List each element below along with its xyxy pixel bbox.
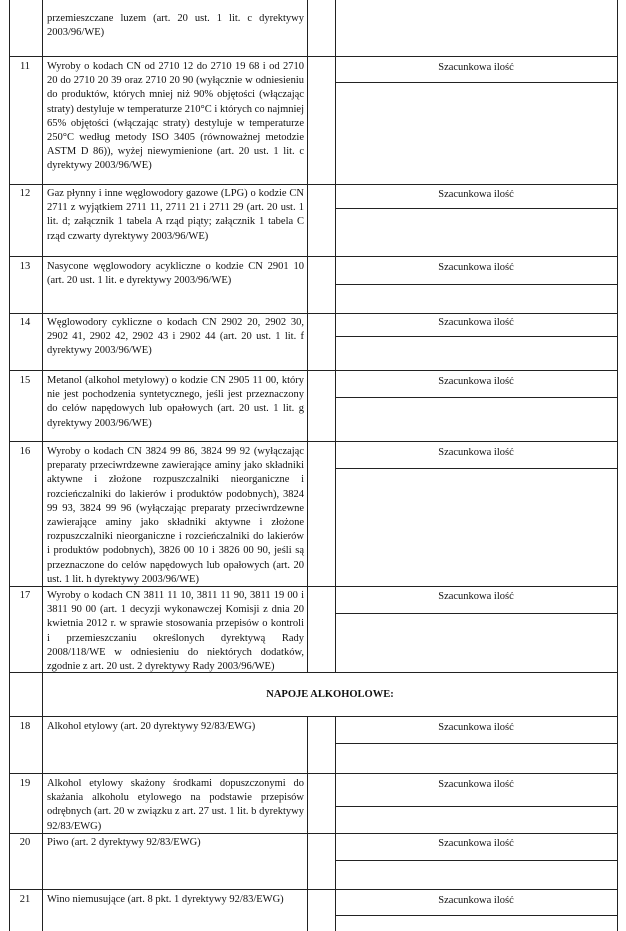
row-number: 14 [19, 317, 31, 328]
estimated-quantity-label: Szacunkowa ilość [438, 591, 514, 602]
qty-cell-divider [335, 336, 618, 337]
qty-cell-divider [335, 284, 618, 285]
qty-cell-divider [335, 397, 618, 398]
row-border [9, 716, 618, 717]
qty-cell-divider [335, 82, 618, 83]
estimated-quantity-label: Szacunkowa ilość [438, 189, 514, 200]
row-number: 15 [19, 375, 31, 386]
table-border-left [9, 0, 10, 931]
row-description: Wyroby o kodach CN od 2710 12 do 2710 19 68 i od 2710 20 do 2710 20 39 oraz 2710 20 90 (wyłącznie w odniesieniu do produktów, których mniej niż 90% objętości (włączając straty) destyluje w temperaturze 210°C i których co najmniej 65% objętości (włączając straty) destyluje w temperaturze 250°C według metody ISO 3405 (równoważnej metodzie ASTM D 86)), wyżej niewymienione (art. 20 ust. 1 lit. c dyrektywy 2003/96/WE) [47, 61, 304, 172]
row-border [9, 313, 618, 314]
qty-cell-divider [335, 613, 618, 614]
section-heading: NAPOJE ALKOHOLOWE: [266, 689, 394, 700]
row-number: 17 [19, 590, 31, 601]
row-description: Alkohol etylowy skażony środkami dopuszczonymi do skażania alkoholu etylowego na podstawie przepisów odrębnych (art. 20 w związku z art. 27 ust. 1 lit. b dyrektywy 92/83/EWG) [47, 778, 304, 832]
row-number: 11 [19, 61, 31, 72]
estimated-quantity-label: Szacunkowa ilość [438, 779, 514, 790]
row-description: Gaz płynny i inne węglowodory gazowe (LPG) o kodzie CN 2711 z wyjątkiem 2711 11, 2711 21 i 2711 29 (art. 20 ust. 1 lit. d; załącznik 1 tabela A rząd piąty; załącznik 1 tabela C rząd czwarty dyrektywy 2003/96/WE) [47, 188, 304, 242]
estimated-quantity-label: Szacunkowa ilość [438, 895, 514, 906]
row-number: 13 [19, 261, 31, 272]
row-description: Wyroby o kodach CN 3811 11 10, 3811 11 90, 3811 19 00 i 3811 90 00 (art. 1 decyzji wykonawczej Komisji z dnia 20 kwietnia 2012 r. w sprawie stosowania przepisów o kontroli i przemieszczaniu określonych dyrektywą Rady 2008/118/WE w odniesieniu do niektórych dodatków, zgodnie z art. 20 ust. 2 dyrektywy Rady 2003/96/WE) [47, 590, 304, 673]
qty-cell-divider [335, 208, 618, 209]
row-number: 21 [19, 894, 31, 905]
column-border [42, 0, 43, 931]
row-border [9, 773, 618, 774]
row-border [9, 441, 618, 442]
estimated-quantity-label: Szacunkowa ilość [438, 62, 514, 73]
qty-cell-divider [335, 743, 618, 744]
column-border [307, 716, 308, 931]
row-border [9, 370, 618, 371]
estimated-quantity-label: Szacunkowa ilość [438, 838, 514, 849]
row-description: Wyroby o kodach CN 3824 99 86, 3824 99 92 (wyłączając preparaty przeciwrdzewne zawierające aminy jako składniki aktywne i złożone rozpuszczalniki nieorganiczne i rozcieńczalniki do lakierów i produktów podobnych), 3824 99 93, 3824 99 96 (wyłączając preparaty przeciwrdzewne zawierające aminy jako składniki aktywne i złożone rozpuszczalniki nieorganiczne i rozcieńczalniki do lakierów i produktów podobnych), 3826 00 10 i 3826 00 90, jeśli są przeznaczone do celów napędowych lub opałowych (art. 20 ust. 1 lit. h dyrektywy 2003/96/WE) [47, 446, 304, 585]
row-border [9, 184, 618, 185]
qty-cell-divider [335, 806, 618, 807]
row-description: Nasycone węglowodory acykliczne o kodzie CN 2901 10 (art. 20 ust. 1 lit. e dyrektywy 2003/96/WE) [47, 261, 304, 287]
row-description: Alkohol etylowy (art. 20 dyrektywy 92/83/EWG) [47, 721, 256, 732]
row-number: 12 [19, 188, 31, 199]
estimated-quantity-label: Szacunkowa ilość [438, 447, 514, 458]
row-border [9, 889, 618, 890]
table-border-right [617, 0, 618, 931]
row-number: 19 [19, 778, 31, 789]
column-border [307, 0, 308, 672]
qty-cell-divider [335, 915, 618, 916]
column-border [335, 0, 336, 672]
estimated-quantity-label: Szacunkowa ilość [438, 722, 514, 733]
row-number: 20 [19, 837, 31, 848]
row-description: Piwo (art. 2 dyrektywy 92/83/EWG) [47, 837, 201, 848]
row-border [9, 56, 618, 57]
estimated-quantity-label: Szacunkowa ilość [438, 376, 514, 387]
row-description: przemieszczane luzem (art. 20 ust. 1 lit. c dyrektywy 2003/96/WE) [47, 13, 304, 39]
row-number: 16 [19, 446, 31, 457]
estimated-quantity-label: Szacunkowa ilość [438, 317, 514, 328]
row-number: 18 [19, 721, 31, 732]
row-description: Węglowodory cykliczne o kodach CN 2902 20, 2902 30, 2902 41, 2902 42, 2902 43 i 2902 44 (art. 20 ust. 1 lit. f dyrektywy 2003/96/WE) [47, 317, 304, 357]
row-border [9, 256, 618, 257]
qty-cell-divider [335, 860, 618, 861]
row-description: Metanol (alkohol metylowy) o kodzie CN 2905 11 00, który nie jest pochodzenia syntetycznego, jeśli jest przeznaczony do celów napędowych lub opałowych (art. 20 ust. 1 lit. g dyrektywy 2003/96/WE) [47, 375, 304, 429]
row-description: Wino niemusujące (art. 8 pkt. 1 dyrektywy 92/83/EWG) [47, 894, 284, 905]
qty-cell-divider [335, 468, 618, 469]
estimated-quantity-label: Szacunkowa ilość [438, 262, 514, 273]
